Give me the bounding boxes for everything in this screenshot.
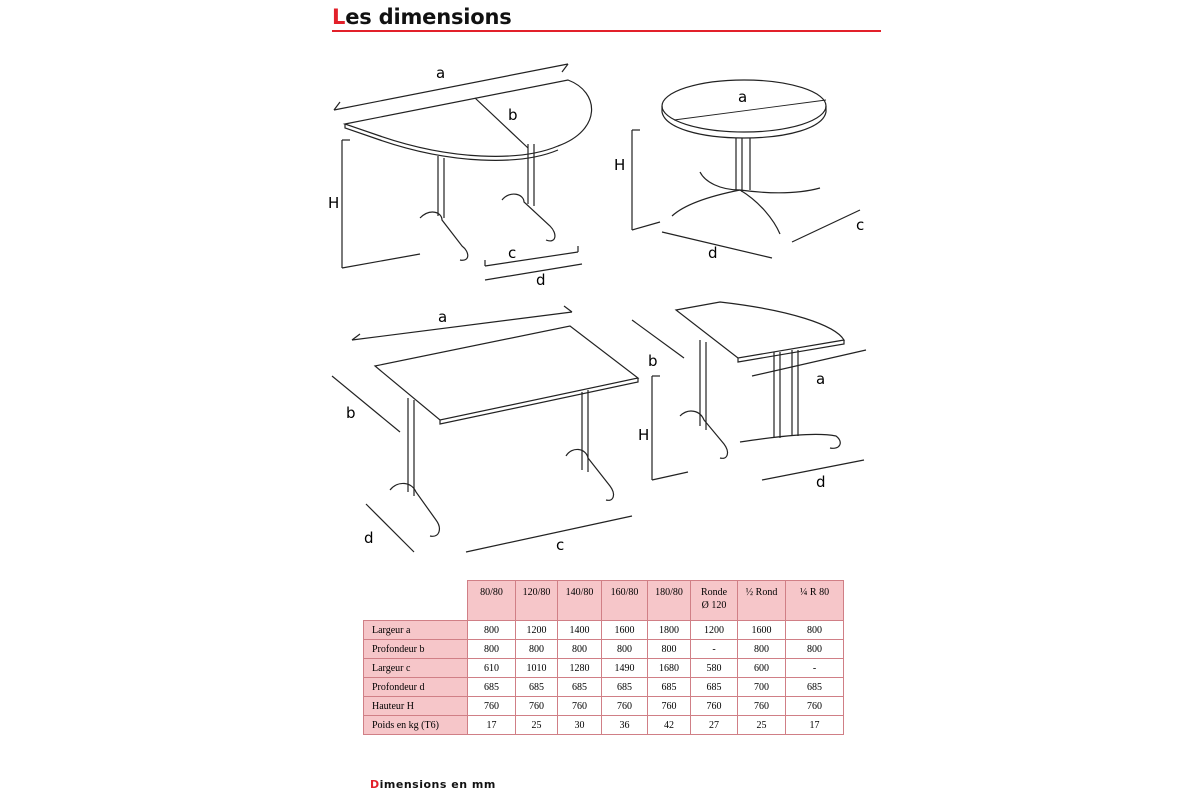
half-round-table [328, 64, 592, 289]
row-label: Hauteur H [364, 697, 468, 716]
row-label: Profondeur d [364, 678, 468, 697]
rect-label-d: d [364, 529, 374, 547]
table-corner-cell [364, 581, 468, 621]
table-cell: 800 [558, 640, 602, 659]
table-row [364, 716, 844, 735]
table-cell: 685 [691, 678, 738, 697]
units-note [370, 778, 496, 791]
table-cell: 800 [516, 640, 558, 659]
table-header-row [364, 581, 844, 621]
half-round-label-d: d [536, 271, 546, 289]
quarter-label-a: a [816, 370, 826, 388]
quarter-label-b: b [648, 352, 658, 370]
rect-label-a: a [438, 308, 448, 326]
column-header: 140/80 [558, 581, 602, 621]
table-cell: 17 [468, 716, 516, 735]
table-cell: 1680 [648, 659, 691, 678]
page-title [332, 5, 512, 29]
table-cell: 1600 [602, 621, 648, 640]
table-cell: 685 [602, 678, 648, 697]
table-cell: 580 [691, 659, 738, 678]
table-cell: 685 [468, 678, 516, 697]
round-label-a: a [738, 88, 748, 106]
table-row [364, 640, 844, 659]
half-round-label-a: a [436, 64, 446, 82]
table-cell: 760 [602, 697, 648, 716]
table-cell: 800 [738, 640, 786, 659]
table-cell: 685 [786, 678, 844, 697]
table-cell: 1400 [558, 621, 602, 640]
row-label: Poids en kg (T6) [364, 716, 468, 735]
half-round-label-H: H [328, 194, 340, 212]
units-note-initial: D [370, 778, 380, 791]
rect-label-c: c [556, 536, 565, 554]
drawings-svg [320, 40, 890, 570]
table-cell: 760 [468, 697, 516, 716]
table-row [364, 697, 844, 716]
round-label-d: d [708, 244, 718, 262]
table-cell: 760 [738, 697, 786, 716]
table-cell: 36 [602, 716, 648, 735]
table-cell: 760 [516, 697, 558, 716]
table-cell: 1600 [738, 621, 786, 640]
title-bar [332, 4, 881, 32]
table-cell: 1200 [691, 621, 738, 640]
rect-label-b: b [346, 404, 356, 422]
round-table [614, 80, 864, 262]
table-cell: 1800 [648, 621, 691, 640]
units-note-rest: imensions en mm [379, 778, 496, 791]
table-cell: 760 [558, 697, 602, 716]
table-cell: 760 [786, 697, 844, 716]
rectangular-table [332, 306, 638, 554]
table-cell: - [786, 659, 844, 678]
column-header: 160/80 [602, 581, 648, 621]
table-cell: 1280 [558, 659, 602, 678]
table-cell: 800 [648, 640, 691, 659]
column-header: ½ Rond [738, 581, 786, 621]
table-cell: 685 [648, 678, 691, 697]
row-label: Largeur c [364, 659, 468, 678]
quarter-round-table [632, 302, 866, 491]
quarter-label-d: d [816, 473, 826, 491]
column-header: ¼ R 80 [786, 581, 844, 621]
table-drawings [320, 40, 890, 570]
table-row [364, 621, 844, 640]
table-row [364, 678, 844, 697]
row-label: Largeur a [364, 621, 468, 640]
round-label-H: H [614, 156, 626, 174]
column-header: 80/80 [468, 581, 516, 621]
table-cell: 25 [738, 716, 786, 735]
table-cell: 27 [691, 716, 738, 735]
half-round-label-b: b [508, 106, 518, 124]
table-cell: 600 [738, 659, 786, 678]
table-cell: 1490 [602, 659, 648, 678]
table-cell: 25 [516, 716, 558, 735]
table-cell: 800 [602, 640, 648, 659]
table-cell: 685 [558, 678, 602, 697]
table-cell: 800 [468, 640, 516, 659]
column-header: 180/80 [648, 581, 691, 621]
dimensions-table [363, 580, 844, 735]
table-cell: 800 [786, 621, 844, 640]
table-cell: 30 [558, 716, 602, 735]
table-cell: 1010 [516, 659, 558, 678]
table-cell: 760 [691, 697, 738, 716]
column-header: 120/80 [516, 581, 558, 621]
table-body [364, 621, 844, 735]
table-cell: 17 [786, 716, 844, 735]
table-row [364, 659, 844, 678]
table-cell: 760 [648, 697, 691, 716]
column-header: Ronde Ø 120 [691, 581, 738, 621]
half-round-label-c: c [508, 244, 517, 262]
table-cell: 800 [468, 621, 516, 640]
table-cell: 685 [516, 678, 558, 697]
table-cell: - [691, 640, 738, 659]
table-cell: 1200 [516, 621, 558, 640]
quarter-label-H: H [638, 426, 650, 444]
table-cell: 42 [648, 716, 691, 735]
table-cell: 700 [738, 678, 786, 697]
table-cell: 610 [468, 659, 516, 678]
table-cell: 800 [786, 640, 844, 659]
page-title-rest: es dimensions [345, 5, 512, 29]
round-label-c: c [856, 216, 865, 234]
page-title-initial: L [332, 5, 346, 29]
row-label: Profondeur b [364, 640, 468, 659]
